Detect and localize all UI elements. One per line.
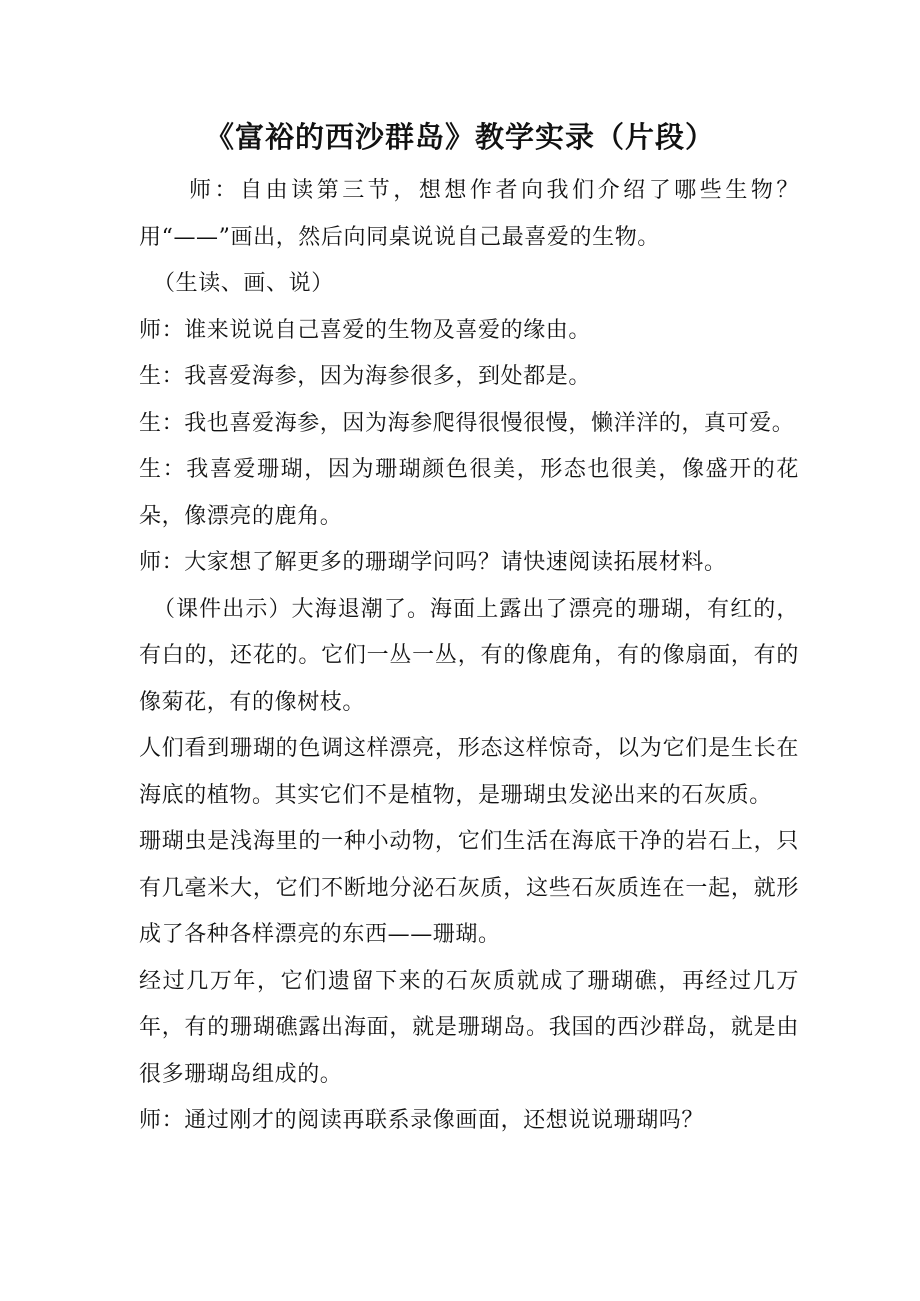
paragraph-student-answer-2: 生：我也喜爱海参，因为海参爬得很慢很慢，懒洋洋的，真可爱。 bbox=[139, 410, 795, 436]
paragraph-courseware-2: 人们看到珊瑚的色调这样漂亮，形态这样惊奇，以为它们是生长在海底的植物。其实它们不是植物，是珊瑚虫发泌出来的石灰质。 bbox=[139, 736, 799, 808]
paragraph-teacher-instruction: 师：自由读第三节，想想作者向我们介绍了哪些生物？用“——”画出，然后向同桌说说自己最喜爱的生物。 bbox=[139, 178, 799, 250]
document-title: 《富裕的西沙群岛》教学实录（片段） bbox=[204, 120, 715, 154]
paragraph-teacher-prompt: 师：大家想了解更多的珊瑚学问吗？请快速阅读拓展材料。 bbox=[139, 550, 727, 575]
paragraph-student-answer-1: 生：我喜爱海参，因为海参很多，到处都是。 bbox=[139, 364, 592, 389]
paragraph-teacher-closing: 师：通过刚才的阅读再联系录像画面，还想说说珊瑚吗？ bbox=[139, 1108, 705, 1133]
paragraph-student-answer-3: 生：我喜爱珊瑚，因为珊瑚颜色很美，形态也很美，像盛开的花朵，像漂亮的鹿角。 bbox=[139, 457, 799, 529]
document-body bbox=[139, 168, 799, 1145]
paragraph-teacher-question: 师：谁来说说自己喜爱的生物及喜爱的缘由。 bbox=[139, 317, 592, 343]
paragraph-courseware-3: 珊瑚虫是浅海里的一种小动物，它们生活在海底干净的岩石上，只有几毫米大，它们不断地分泌石灰质，这些石灰质连在一起，就形成了各种各样漂亮的东西——珊瑚。 bbox=[139, 829, 799, 947]
paragraph-courseware-1: （课件出示）大海退潮了。海面上露出了漂亮的珊瑚，有红的，有白的，还花的。它们一丛一丛，有的像鹿角，有的像扇面，有的像菊花，有的像树枝。 bbox=[139, 596, 799, 715]
paragraph-stage-direction: （生读、画、说） bbox=[153, 271, 334, 296]
paragraph-courseware-4: 经过几万年，它们遗留下来的石灰质就成了珊瑚礁，再经过几万年，有的珊瑚礁露出海面，就是珊瑚岛。我国的西沙群岛，就是由很多珊瑚岛组成的。 bbox=[139, 968, 799, 1087]
